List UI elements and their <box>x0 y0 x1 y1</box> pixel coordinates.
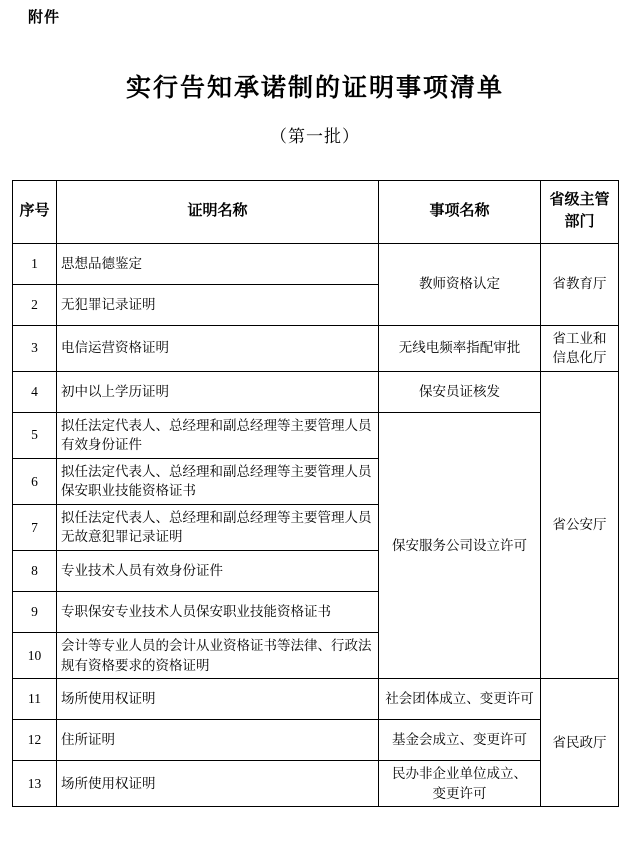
cell-name: 拟任法定代表人、总经理和副总经理等主要管理人员保安职业技能资格证书 <box>57 458 379 504</box>
cell-item <box>379 761 541 807</box>
table-row <box>13 720 619 761</box>
page-title: 实行告知承诺制的证明事项清单 <box>125 75 504 102</box>
table-header-row <box>13 181 619 244</box>
cell-item: 保安服务公司设立许可 <box>379 412 541 679</box>
cell-department: 省教育厅 <box>541 243 619 325</box>
cell-name: 初中以上学历证明 <box>57 371 379 412</box>
cell-item: 社会团体成立、变更许可 <box>379 679 541 720</box>
table-row <box>13 679 619 720</box>
cell-department: 省公安厅 <box>541 371 619 679</box>
column-header-no: 序号 <box>13 181 57 244</box>
cell-item: 教师资格认定 <box>379 243 541 325</box>
cell-name: 电信运营资格证明 <box>57 325 379 371</box>
cell-item-line2: 变更许可 <box>432 785 487 801</box>
cell-no: 4 <box>13 371 57 412</box>
cell-no: 2 <box>13 284 57 325</box>
column-header-item: 事项名称 <box>379 181 541 244</box>
page-subtitle: （第一批） <box>270 127 360 146</box>
cell-name: 场所使用权证明 <box>57 761 379 807</box>
cell-no: 7 <box>13 504 57 550</box>
table-row <box>13 325 619 371</box>
cell-no: 11 <box>13 679 57 720</box>
column-header-department-line2: 部门 <box>564 213 595 230</box>
cell-name: 无犯罪记录证明 <box>57 284 379 325</box>
cell-item: 无线电频率指配审批 <box>379 325 541 371</box>
cell-name: 场所使用权证明 <box>57 679 379 720</box>
cell-name: 拟任法定代表人、总经理和副总经理等主要管理人员有效身份证件 <box>57 412 379 458</box>
table-row <box>13 243 619 284</box>
cell-department <box>541 325 619 371</box>
cell-item: 保安员证核发 <box>379 371 541 412</box>
cell-no: 5 <box>13 412 57 458</box>
column-header-name: 证明名称 <box>57 181 379 244</box>
cell-no: 8 <box>13 551 57 592</box>
cell-no: 10 <box>13 633 57 679</box>
table-row <box>13 412 619 458</box>
cell-name: 专职保安专业技术人员保安职业技能资格证书 <box>57 592 379 633</box>
table-row <box>13 761 619 807</box>
cell-no: 9 <box>13 592 57 633</box>
cell-name: 住所证明 <box>57 720 379 761</box>
cell-no: 1 <box>13 243 57 284</box>
column-header-department-line1: 省级主管 <box>549 192 610 208</box>
cell-department-line1: 省工业和 <box>552 330 607 346</box>
cell-no: 6 <box>13 458 57 504</box>
cell-department: 省民政厅 <box>541 679 619 807</box>
certification-items-table <box>12 180 619 807</box>
cell-no: 13 <box>13 761 57 807</box>
cell-department-line2: 信息化厅 <box>552 350 607 366</box>
cell-item: 基金会成立、变更许可 <box>379 720 541 761</box>
cell-no: 3 <box>13 325 57 371</box>
table-row <box>13 371 619 412</box>
cell-name: 会计等专业人员的会计从业资格证书等法律、行政法规有资格要求的资格证明 <box>57 633 379 679</box>
cell-name: 拟任法定代表人、总经理和副总经理等主要管理人员无故意犯罪记录证明 <box>57 504 379 550</box>
cell-item-line1: 民办非企业单位成立、 <box>392 766 527 782</box>
cell-name: 思想品德鉴定 <box>57 243 379 284</box>
cell-name: 专业技术人员有效身份证件 <box>57 551 379 592</box>
attachment-label: 附件 <box>28 10 61 26</box>
column-header-department <box>541 181 619 244</box>
cell-no: 12 <box>13 720 57 761</box>
